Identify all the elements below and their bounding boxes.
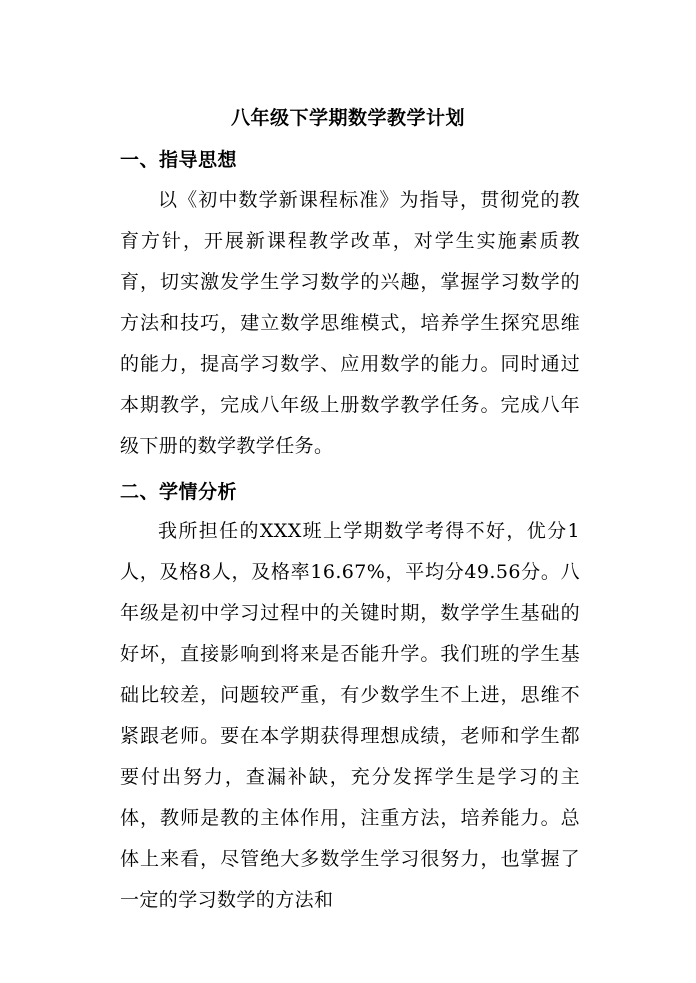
paragraph-student-analysis: 我所担任的XXX班上学期数学考得不好，优分1人，及格8人，及格率16.67%，平均分49.56分。八年级是初中学习过程中的关键时期，数学学生基础的好坏，直接影响到将来是否能升学。我们班的学生基础比较差，问题较严重，有少数学生不上进，思维不紧跟老师。要在本学期获得理想成绩，老师和学生都要付出努力，查漏补缺，充分发挥学生是学习的主体，教师是教的主体作用，注重方法，培养能力。总体上来看，尽管绝大多数学生学习很努力，也掌握了一定的学习数学的方法和	[120, 520, 580, 911]
section-heading-student-analysis: 二、学情分析	[120, 481, 238, 503]
section-heading-guiding-ideology: 一、指导思想	[120, 149, 238, 171]
section-body-guiding-ideology	[120, 180, 580, 467]
section-body-student-analysis	[120, 511, 580, 921]
paragraph-guiding-ideology: 以《初中数学新课程标准》为指导，贯彻党的教育方针，开展新课程教学改革，对学生实施素质教育，切实激发学生学习数学的兴趣，掌握学习数学的方法和技巧，建立数学思维模式，培养学生探究思维的能力，提高学习数学、应用数学的能力。同时通过本期教学，完成八年级上册数学教学任务。完成八年级下册的数学教学任务。	[120, 189, 580, 457]
document-title: 八年级下学期数学教学计划	[230, 107, 465, 129]
